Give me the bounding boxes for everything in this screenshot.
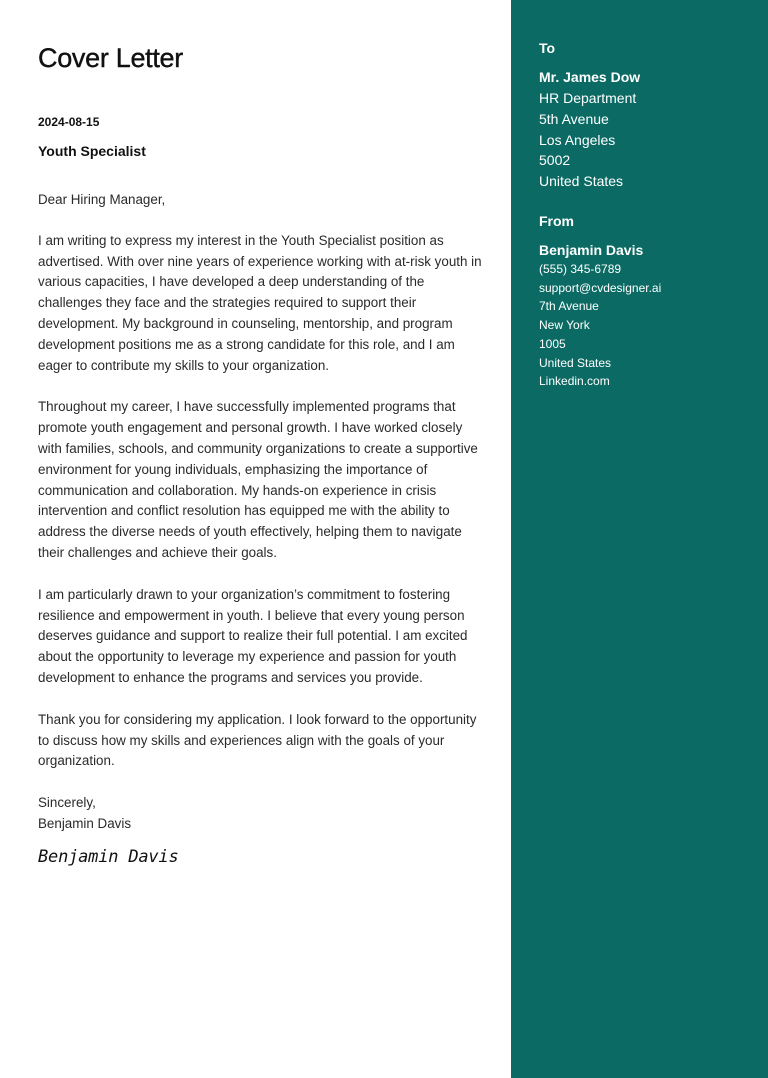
sender-phone: (555) 345-6789 [539, 262, 622, 276]
recipient-department: HR Department [539, 90, 637, 106]
sender-name: Benjamin Davis [539, 242, 644, 258]
paragraph-motivation: I am particularly drawn to your organization’s commitment to fostering resilience and empowerment in youth. I believe that every young person deserves guidance and support to realize their full potential. I am excited about the opportunity to leverage my experience and passion for youth development to enhance the programs and services you provide. [38, 586, 468, 685]
recipient-zip: 5002 [539, 152, 571, 169]
sender-contact [539, 260, 661, 391]
signature: Benjamin Davis [38, 846, 179, 867]
recipient-street: 5th Avenue [539, 110, 609, 127]
closing: Sincerely, [38, 795, 96, 811]
recipient-address [539, 88, 636, 192]
paragraph-intro: I am writing to express my interest in the Youth Specialist position as advertised. With over nine years of experience working with at-risk youth in various capacities, I have developed a deep understanding of the challenges they face and the strategies required to support their development. My background in counseling, mentorship, and program development positions me as a strong candidate for this role, and I am eager to contribute my skills to your organization. [38, 232, 482, 373]
sender-city: New York [539, 318, 590, 333]
letter-body [38, 190, 488, 867]
sender-country: United States [539, 355, 612, 370]
sidebar [511, 0, 768, 1078]
page-title: Cover Letter [38, 43, 183, 73]
closing-name: Benjamin Davis [38, 815, 132, 831]
recipient-name: Mr. James Dow [539, 69, 641, 85]
salutation: Dear Hiring Manager, [38, 192, 166, 207]
sender-zip: 1005 [539, 336, 566, 351]
sender-street: 7th Avenue [539, 299, 599, 314]
sender-linkedin: Linkedin.com [539, 374, 610, 389]
sender-email: support@cvdesigner.ai [539, 280, 662, 295]
letter-date: 2024-08-15 [38, 115, 100, 129]
paragraph-thanks: Thank you for considering my application. I look forward to the opportunity to discuss how my skills and experiences align with the goals of your organization. [38, 711, 477, 769]
from-heading: From [539, 213, 574, 229]
paragraph-experience: Throughout my career, I have successfully implemented programs that promote youth engagement and personal growth. I have worked closely with families, schools, and community organizations to create a supportive environment for young individuals, emphasizing the importance of communication and collaboration. My hands-on experience in crisis intervention and conflict resolution has equipped me with the ability to address the diverse needs of youth effectively, helping them to navigate their challenges and achieve their goals. [38, 399, 478, 560]
position-title: Youth Specialist [38, 143, 146, 159]
to-heading: To [539, 40, 556, 56]
recipient-city: Los Angeles [539, 131, 616, 148]
recipient-country: United States [539, 173, 624, 190]
